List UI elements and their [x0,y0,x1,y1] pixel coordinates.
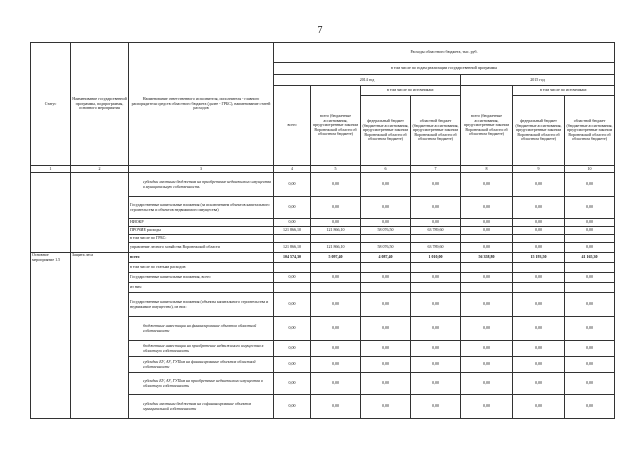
value-cell [565,263,615,273]
column-number: 3 [129,166,274,173]
value-cell: 0,00 [311,273,361,283]
value-cell [411,235,461,243]
value-cell [311,235,361,243]
value-cell [311,283,361,293]
row-label: Государственные капитальные вложения (объекты капитального строительства и недвижимое имущество), из них: [129,293,274,317]
header-budget-expenses: Расходы областного бюджета, тыс. руб. [274,43,615,63]
value-cell: 0,00 [311,373,361,395]
value-cell: 0,00 [513,197,565,219]
header-responsible: Наименование ответственного исполнителя, исполнителя - главного распорядителя средств областного бюджета (далее - ГРБС), наименование статей расходов [129,43,274,166]
value-cell [565,283,615,293]
value-cell: 0,00 [361,293,411,317]
value-cell: 0,00 [411,341,461,357]
value-cell: 0,00 [361,317,411,341]
header-year-2015: 2015 год [461,75,615,86]
value-cell [361,235,411,243]
value-cell: 0,00 [513,317,565,341]
header-federal-2014: федеральный бюджет (бюджетные ассигнования, предусмотренные законом Воронежской области об областном бюджете) [361,96,411,166]
value-cell: 0,00 [311,293,361,317]
budget-table [30,42,615,419]
value-cell [513,235,565,243]
value-cell [513,263,565,273]
value-cell: 0,00 [411,395,461,419]
value-cell [461,263,513,273]
program-cell-empty [71,173,129,253]
value-cell: 56 358,80 [461,253,513,263]
value-cell: 0,00 [311,197,361,219]
value-cell: 0,00 [311,219,361,227]
header-total-budget-2015: всего (бюджетные ассигнования, предусмотренные законом Воронежской области об областном бюджете) [461,86,513,166]
value-cell: 0,00 [361,197,411,219]
row-label: Государственные капитальные вложения (за исключением объектов капитального строительства и объектов недвижимого имущества) [129,197,274,219]
value-cell: 0,00 [565,317,615,341]
value-cell: 121 866,10 [311,243,361,253]
value-cell: 0,00 [411,357,461,373]
value-cell: 0,00 [461,357,513,373]
value-cell: 0,00 [311,357,361,373]
value-cell: 0,00 [565,173,615,197]
value-cell: 4 087,40 [361,253,411,263]
value-cell: 0,00 [311,341,361,357]
value-cell: 0,00 [411,293,461,317]
column-number: 9 [513,166,565,173]
value-cell: 0,00 [513,293,565,317]
value-cell: 0,00 [411,317,461,341]
value-cell: 0,00 [361,219,411,227]
header-regional-2014: областной бюджет (бюджетные ассигнования, предусмотренные законом Воронежской области об областном бюджете) [411,96,461,166]
column-number: 10 [565,166,615,173]
row-label: бюджетные инвестиции на финансирование объектов областной собственности [129,317,274,341]
value-cell: 0,00 [565,357,615,373]
value-cell: 0,00 [513,357,565,373]
header-total: всего [274,86,311,166]
value-cell: 58 076,50 [361,227,411,235]
value-cell: 0,00 [513,273,565,283]
value-cell: 0,00 [361,373,411,395]
value-cell [513,283,565,293]
value-cell: 0,00 [274,173,311,197]
value-cell: 0,00 [461,243,513,253]
value-cell: 121 866,10 [311,227,361,235]
value-cell: 0,00 [274,373,311,395]
row-label: в том числе по статьям расходов: [129,263,274,273]
row-label: Государственные капитальные вложения, всего [129,273,274,283]
value-cell: 63 789,60 [411,227,461,235]
value-cell: 41 165,30 [565,253,615,263]
header-total-budget-2014: всего (бюджетные ассигнования, предусмотренные законом Воронежской области об областном бюджете) [311,86,361,166]
value-cell: 0,00 [513,173,565,197]
column-number: 7 [411,166,461,173]
value-cell: 0,00 [565,227,615,235]
value-cell: 0,00 [274,395,311,419]
value-cell: 0,00 [274,317,311,341]
value-cell [565,235,615,243]
value-cell: 0,00 [411,373,461,395]
value-cell [461,283,513,293]
value-cell: 0,00 [565,273,615,283]
value-cell: 0,00 [513,395,565,419]
value-cell: 0,00 [411,273,461,283]
value-cell: 0,00 [461,341,513,357]
header-program-name: Наименование государственной программы, подпрограммы, основного мероприятия [71,43,129,166]
value-cell: 0,00 [565,197,615,219]
value-cell: 0,00 [361,341,411,357]
value-cell [274,263,311,273]
row-label: бюджетные инвестиции на приобретение недвижимого имущества в областную собственность [129,341,274,357]
value-cell: 0,00 [411,219,461,227]
header-federal-2015: федеральный бюджет (бюджетные ассигнования, предусмотренные законом Воронежской области об областном бюджете) [513,96,565,166]
value-cell [411,263,461,273]
value-cell [361,263,411,273]
value-cell: 1 010,00 [411,253,461,263]
value-cell: 0,00 [461,293,513,317]
value-cell: 0,00 [411,197,461,219]
row-label: субсидии БУ, АУ, ГУПам на финансирование объектов областной собственности [129,357,274,373]
row-label: субсидии местным бюджетам на софинансирование объектов муниципальной собственности [129,395,274,419]
value-cell: 0,00 [565,243,615,253]
value-cell: 0,00 [411,173,461,197]
value-cell [274,235,311,243]
row-label: в том числе по ГРБС: [129,235,274,243]
value-cell: 0,00 [461,197,513,219]
column-number: 5 [311,166,361,173]
row-label: НИОКР [129,219,274,227]
value-cell: 0,00 [513,219,565,227]
value-cell: 0,00 [361,357,411,373]
value-cell: 0,00 [311,173,361,197]
header-realization-years: в том числе по годам реализации государственной программы [274,63,615,75]
value-cell: 121 866,10 [274,243,311,253]
value-cell: 0,00 [461,173,513,197]
row-label: управление лесного хозяйства Воронежской области [129,243,274,253]
value-cell: 0,00 [274,273,311,283]
value-cell [461,235,513,243]
value-cell: 0,00 [274,197,311,219]
value-cell: 0,00 [274,341,311,357]
column-number-row [31,166,615,173]
column-number: 6 [361,166,411,173]
value-cell [274,283,311,293]
column-number: 2 [71,166,129,173]
value-cell: 104 574,30 [274,253,311,263]
value-cell: 0,00 [361,173,411,197]
value-cell: 0,00 [461,395,513,419]
value-cell: 121 866,10 [274,227,311,235]
value-cell: 0,00 [361,395,411,419]
value-cell: 0,00 [461,273,513,283]
program-cell: Защита леса [71,253,129,419]
page-number: 7 [317,25,323,36]
value-cell: 0,00 [461,317,513,341]
value-cell: 15 193,50 [513,253,565,263]
value-cell: 5 097,40 [311,253,361,263]
value-cell: 58 076,50 [361,243,411,253]
value-cell [361,283,411,293]
value-cell: 0,00 [565,373,615,395]
value-cell: 0,00 [513,227,565,235]
value-cell: 0,00 [513,373,565,395]
value-cell: 0,00 [565,293,615,317]
value-cell: 0,00 [274,357,311,373]
value-cell [311,263,361,273]
value-cell: 0,00 [461,227,513,235]
header-sources-2015: в том числе по источникам: [513,86,615,96]
value-cell: 0,00 [361,273,411,283]
value-cell: 0,00 [513,243,565,253]
value-cell [411,283,461,293]
value-cell: 0,00 [513,341,565,357]
column-number: 4 [274,166,311,173]
header-status: Статус [31,43,71,166]
row-label: всего [129,253,274,263]
status-cell: Основное мероприятие 1.5 [31,253,71,419]
value-cell: 0,00 [461,219,513,227]
row-label: субсидии БУ, АУ, ГУПам на приобретение недвижимого имущества в областную собственность [129,373,274,395]
value-cell: 0,00 [565,219,615,227]
row-label: субсидии местным бюджетам на приобретение недвижимого имущества в муниципальную собственность [129,173,274,197]
value-cell: 63 789,60 [411,243,461,253]
status-cell-empty [31,173,71,253]
value-cell: 0,00 [311,395,361,419]
value-cell: 0,00 [274,293,311,317]
row-label: из них: [129,283,274,293]
value-cell: 0,00 [311,317,361,341]
column-number: 8 [461,166,513,173]
column-number: 1 [31,166,71,173]
table-row [31,173,615,197]
header-sources-2014: в том числе по источникам: [361,86,461,96]
header-regional-2015: областной бюджет (бюджетные ассигнования, предусмотренные законом Воронежской области об областном бюджете) [565,96,615,166]
table-row [31,253,615,263]
value-cell: 0,00 [565,395,615,419]
value-cell: 0,00 [461,373,513,395]
header-year-2014: 2014 год [274,75,461,86]
value-cell: 0,00 [274,219,311,227]
value-cell: 0,00 [565,341,615,357]
row-label: ПРОЧИЕ расходы [129,227,274,235]
